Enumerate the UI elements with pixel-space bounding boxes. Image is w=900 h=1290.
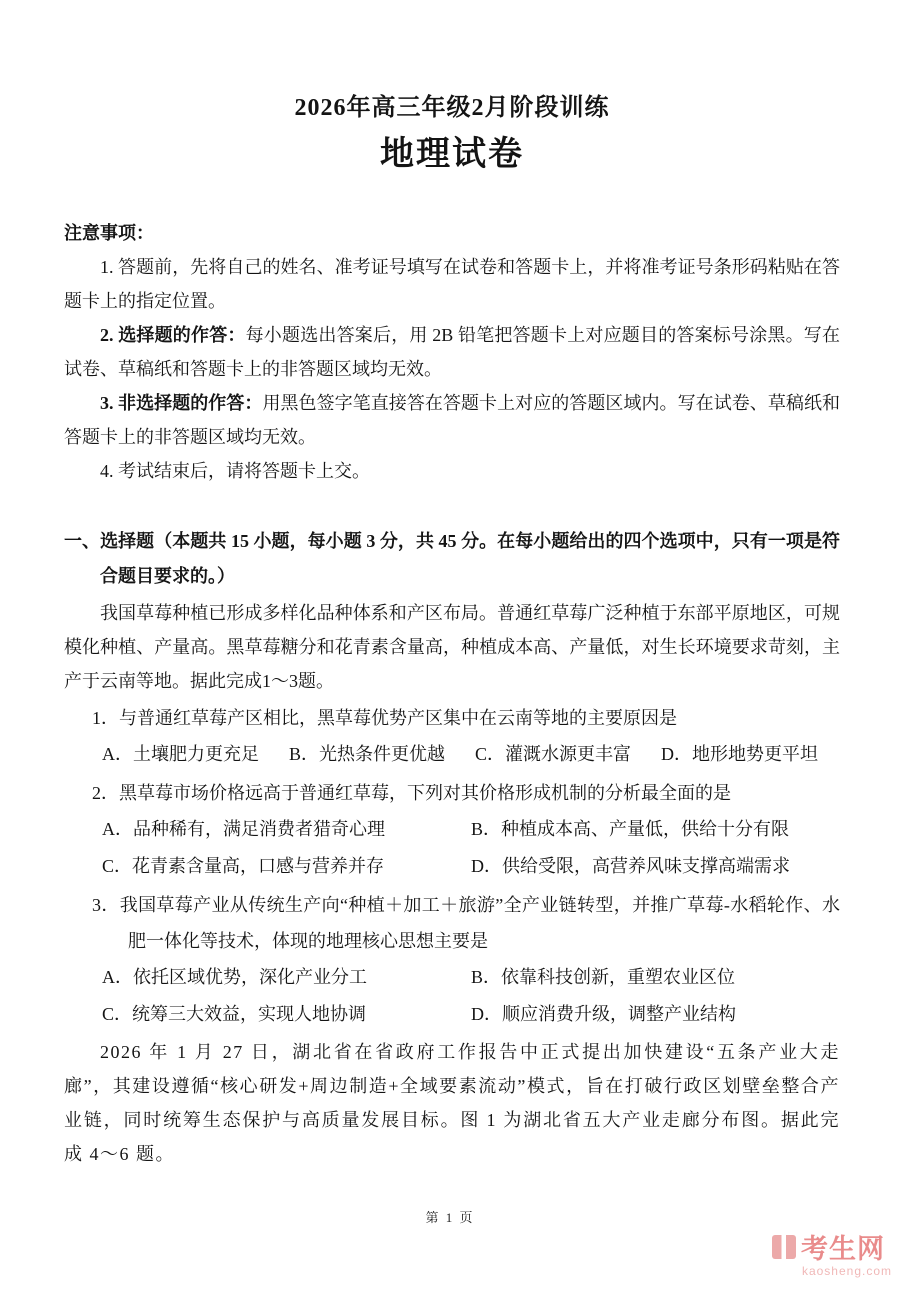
notice-item-3-lead: 3. 非选择题的作答： (100, 393, 263, 413)
notice-item-1 (64, 250, 840, 318)
question-3-option-d: D．顺应消费升级，调整产业结构 (471, 1004, 736, 1024)
watermark-site-url: kaosheng.com (801, 1264, 892, 1278)
question-1-option-c: C．灌溉水源更丰富 (474, 744, 631, 764)
notice-item-4 (64, 454, 840, 488)
question-2-number: 2． (92, 783, 119, 803)
notice-item-1-text: 1. 答题前，先将自己的姓名、准考证号填写在试卷和答题卡上，并将准考证号条形码粘贴在答题卡上的指定位置。 (64, 257, 840, 311)
question-1-stem (92, 700, 840, 736)
question-3-number: 3． (92, 895, 120, 915)
passage-hubei-corridors: 2026 年 1 月 27 日，湖北省在省政府工作报告中正式提出加快建设“五条产业大走廊”，其建设遵循“核心研发+周边制造+全域要素流动”模式，旨在打破行政区划壁垒整合产业链，同时统筹生态保护与高质量发展目标。图 1 为湖北省五大产业走廊分布图。据此完成 4～6 题。 (64, 1042, 840, 1164)
question-3-option-c: C．统筹三大效益，实现人地协调 (102, 1004, 367, 1024)
question-2-stem (92, 775, 840, 811)
question-3 (92, 887, 840, 1033)
question-3-stem-text: 我国草莓产业从传统生产向“种植＋加工＋旅游”全产业链转型，并推广草莓-水稻轮作、水肥一体化等技术，体现的地理核心思想主要是 (119, 895, 841, 951)
question-2-options (92, 811, 840, 885)
notice-item-3-text: 用黑色签字笔直接答在答题卡上对应的答题区域内。写在试卷、草稿纸和答题卡上的非答题区域均无效。 (64, 393, 840, 447)
question-3-options (92, 959, 840, 1033)
watermark-site-name: 考生网 (800, 1234, 885, 1264)
exam-title: 2026年高三年级2月阶段训练 (294, 95, 610, 121)
section-heading-choice-questions: 一、选择题（本题共 15 小题，每小题 3 分，共 45 分。在每小题给出的四个选项中，只有一项是符合题目要求的。） (64, 531, 840, 586)
notice-item-3 (64, 386, 840, 454)
question-1 (92, 700, 840, 773)
question-1-option-d: D．地形地势更平坦 (660, 744, 818, 764)
kaosheng-watermark (772, 1227, 892, 1278)
question-2-option-a: A．品种稀有，满足消费者猎奇心理 (102, 819, 385, 839)
question-1-option-b: B．光热条件更优越 (288, 744, 445, 764)
question-3-option-a: A．依托区域优势，深化产业分工 (102, 967, 367, 987)
question-2 (92, 775, 840, 885)
question-3-option-b: B．依靠科技创新，重塑农业区位 (471, 967, 736, 987)
watermark-logo-row (772, 1227, 892, 1266)
notice-item-2-lead: 2. 选择题的作答： (100, 325, 246, 345)
question-1-stem-text: 与普通红草莓产区相比，黑草莓优势产区集中在云南等地的主要原因是 (119, 708, 677, 728)
question-2-option-c: C．花青素含量高，口感与营养并存 (102, 856, 385, 876)
question-2-option-d: D．供给受限，高营养风味支撑高端需求 (471, 856, 790, 876)
exam-subject-title: 地理试卷 (380, 136, 524, 173)
kaosheng-logo-icon (772, 1235, 796, 1259)
question-1-number: 1． (92, 708, 119, 728)
notice-item-2-text: 每小题选出答案后，用 2B 铅笔把答题卡上对应题目的答案标号涂黑。写在试卷、草稿纸和答题卡上的非答题区域均无效。 (64, 325, 840, 379)
question-1-options (92, 736, 840, 773)
question-2-stem-text: 黑草莓市场价格远高于普通红草莓，下列对其价格形成机制的分析最全面的是 (119, 783, 731, 803)
question-2-option-b: B．种植成本高、产量低，供给十分有限 (471, 819, 790, 839)
question-1-option-a: A．土壤肥力更充足 (102, 744, 259, 764)
notice-item-4-text: 4. 考试结束后，请将答题卡上交。 (100, 461, 370, 481)
notice-heading: 注意事项： (64, 223, 154, 243)
page-number: 第 1 页 (425, 1210, 475, 1225)
passage-strawberry: 我国草莓种植已形成多样化品种体系和产区布局。普通红草莓广泛种植于东部平原地区，可规模化种植、产量高。黑草莓糖分和花青素含量高，种植成本高、产量低，对生长环境要求苛刻，主产于云南等地。据此完成1～3题。 (64, 603, 840, 691)
notice-item-2 (64, 318, 840, 386)
question-3-stem (92, 887, 840, 959)
